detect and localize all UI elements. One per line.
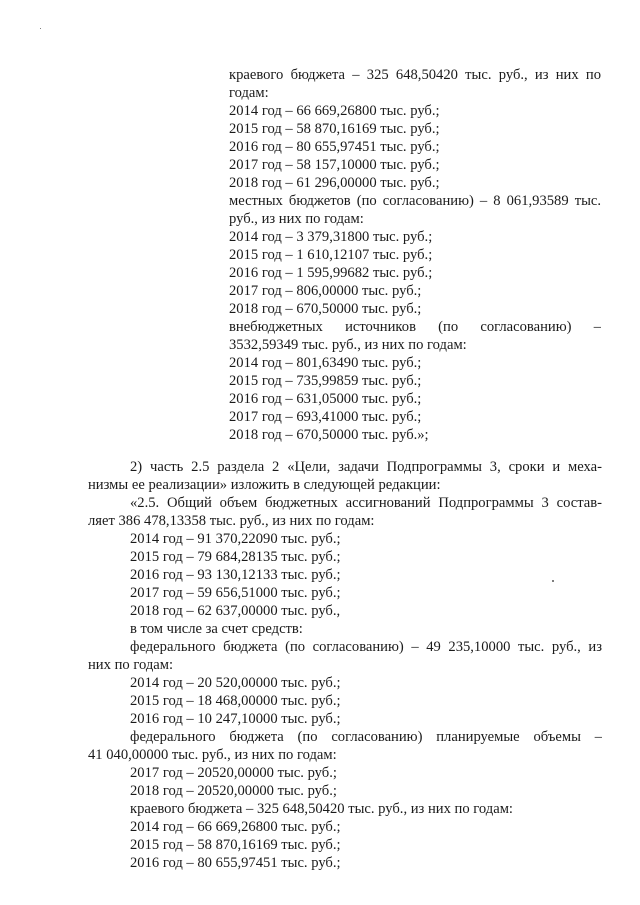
text-line: федерального бюджета (по согласованию) планируемые объемы –	[130, 729, 602, 745]
text-line: федерального бюджета (по согласованию) – 49 235,10000 тыс. руб., из	[130, 639, 602, 655]
text-line: краевого бюджета – 325 648,50420 тыс. руб., из них по годам:	[130, 801, 513, 817]
text-line: местных бюджетов (по согласованию) – 8 061,93589 тыс.	[229, 193, 601, 209]
text-line: ляет 386 478,13358 тыс. руб., из них по годам:	[88, 513, 375, 529]
text-line: 2014 год – 66 669,26800 тыс. руб.;	[229, 103, 440, 119]
text-line: «2.5. Общий объем бюджетных ассигнований Подпрограммы 3 состав-	[130, 495, 602, 511]
text-line: 2015 год – 1 610,12107 тыс. руб.;	[229, 247, 433, 263]
text-line: 2014 год – 91 370,22090 тыс. руб.;	[130, 531, 341, 547]
text-line: 2014 год – 801,63490 тыс. руб.;	[229, 355, 422, 371]
text-line: 2016 год – 93 130,12133 тыс. руб.;	[130, 567, 341, 583]
text-line: 2016 год – 1 595,99682 тыс. руб.;	[229, 265, 433, 281]
text-line: в том числе за счет средств:	[130, 621, 303, 637]
text-line: 2015 год – 18 468,00000 тыс. руб.;	[130, 693, 341, 709]
text-line: 41 040,00000 тыс. руб., из них по годам:	[88, 747, 337, 763]
text-line: 2017 год – 693,41000 тыс. руб.;	[229, 409, 422, 425]
text-line: 2014 год – 66 669,26800 тыс. руб.;	[130, 819, 341, 835]
scan-speck	[40, 28, 41, 29]
text-line: 2016 год – 10 247,10000 тыс. руб.;	[130, 711, 341, 727]
text-line: 2014 год – 20 520,00000 тыс. руб.;	[130, 675, 341, 691]
text-line: 2018 год – 670,50000 тыс. руб.;	[229, 301, 422, 317]
text-line: 2016 год – 80 655,97451 тыс. руб.;	[130, 855, 341, 871]
text-line: краевого бюджета – 325 648,50420 тыс. руб., из них по	[229, 67, 601, 83]
text-line: 2015 год – 735,99859 тыс. руб.;	[229, 373, 422, 389]
text-line: 2016 год – 80 655,97451 тыс. руб.;	[229, 139, 440, 155]
text-line: 2017 год – 59 656,51000 тыс. руб.;	[130, 585, 341, 601]
text-line: 2016 год – 631,05000 тыс. руб.;	[229, 391, 422, 407]
text-line: 2014 год – 3 379,31800 тыс. руб.;	[229, 229, 433, 245]
text-line: 2017 год – 806,00000 тыс. руб.;	[229, 283, 422, 299]
text-line: низмы ее реализации» изложить в следующей редакции:	[88, 477, 441, 493]
text-line: 3532,59349 тыс. руб., из них по годам:	[229, 337, 467, 353]
text-line: 2015 год – 58 870,16169 тыс. руб.;	[130, 837, 341, 853]
text-line: 2018 год – 670,50000 тыс. руб.»;	[229, 427, 429, 443]
text-line: годам:	[229, 85, 269, 101]
text-line: 2017 год – 58 157,10000 тыс. руб.;	[229, 157, 440, 173]
text-line: 2018 год – 20520,00000 тыс. руб.;	[130, 783, 337, 799]
text-line: руб., из них по годам:	[229, 211, 364, 227]
text-line: 2017 год – 20520,00000 тыс. руб.;	[130, 765, 337, 781]
text-line: них по годам:	[88, 657, 174, 673]
text-line: 2015 год – 79 684,28135 тыс. руб.;	[130, 549, 341, 565]
text-line: внебюджетных источников (по согласованию) –	[229, 319, 601, 335]
text-line: 2018 год – 62 637,00000 тыс. руб.,	[130, 603, 341, 619]
text-line: 2018 год – 61 296,00000 тыс. руб.;	[229, 175, 440, 191]
text-line: 2015 год – 58 870,16169 тыс. руб.;	[229, 121, 440, 137]
text-line: 2) часть 2.5 раздела 2 «Цели, задачи Подпрограммы 3, сроки и меха-	[130, 459, 602, 475]
scan-speck	[552, 580, 554, 582]
